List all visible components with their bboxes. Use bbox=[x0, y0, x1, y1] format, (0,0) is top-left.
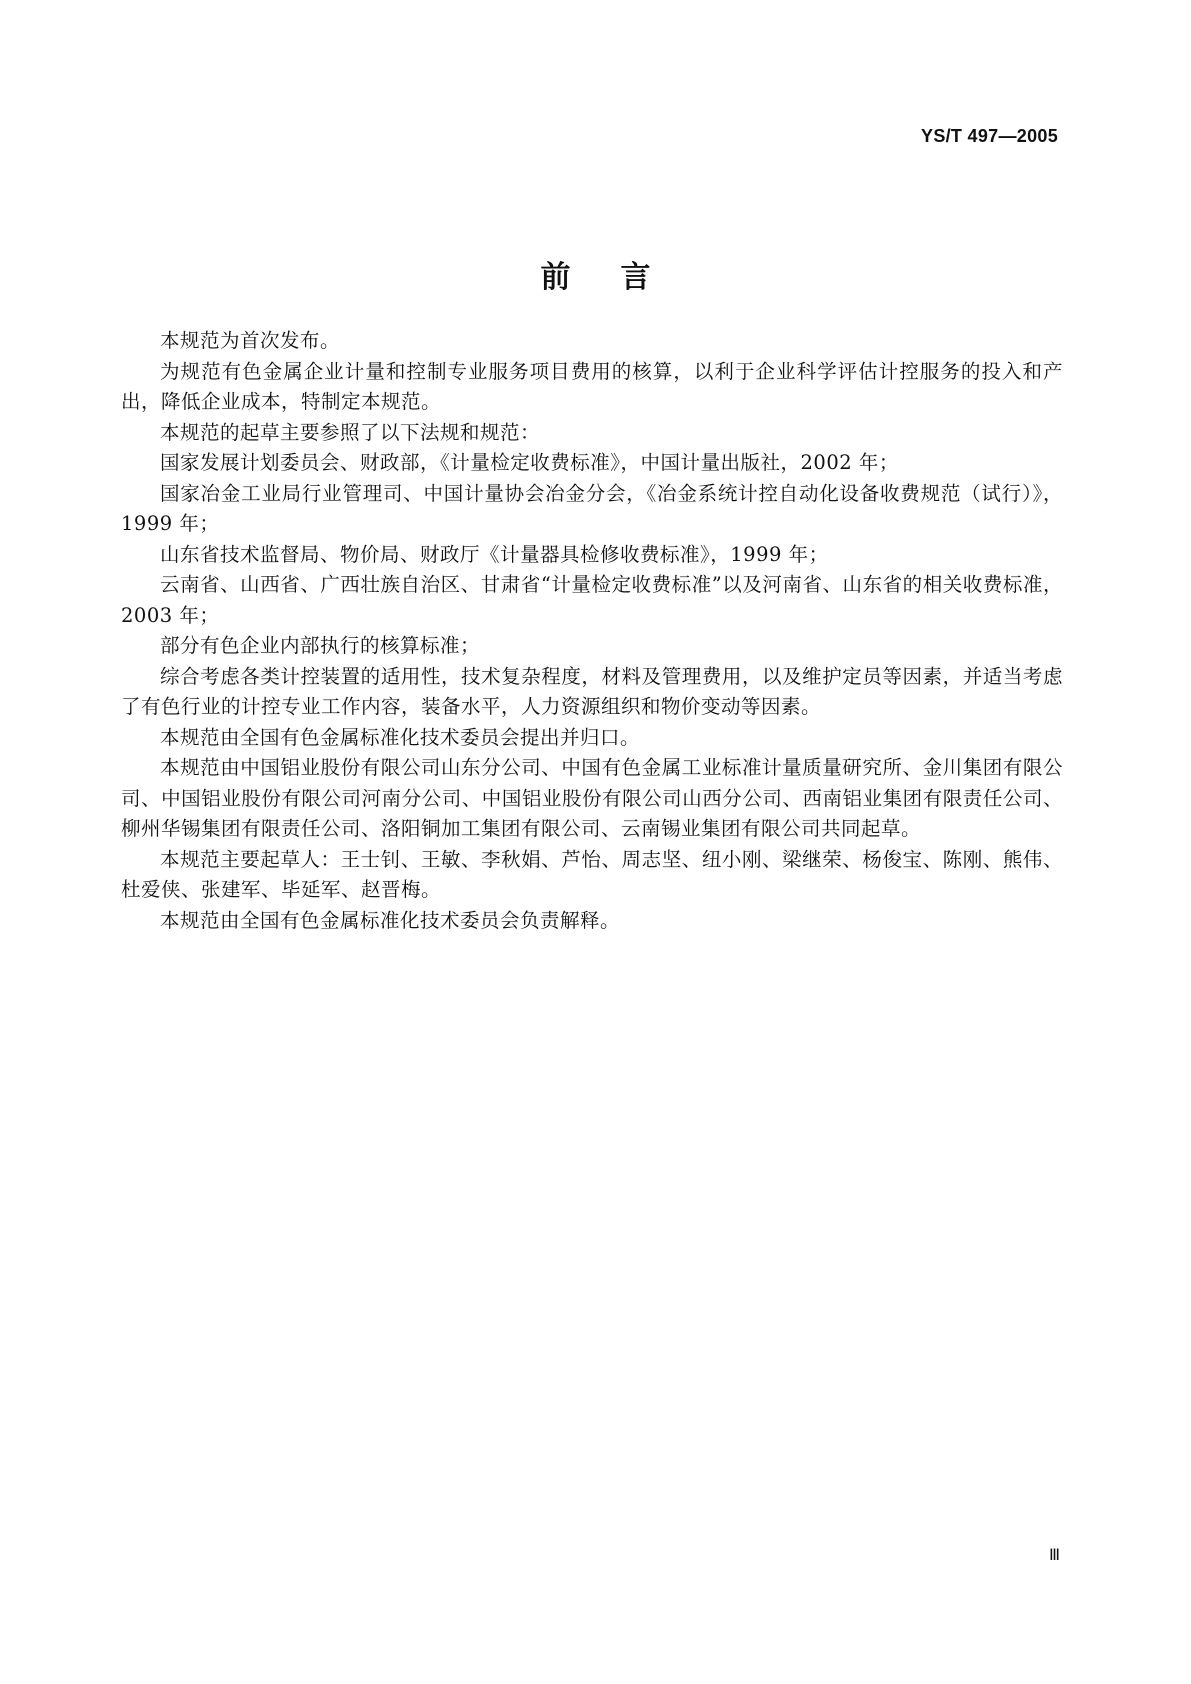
paragraph-drafters: 本规范主要起草人：王士钊、王敏、李秋娟、芦怡、周志坚、纽小刚、梁继荣、杨俊宝、陈刚、熊伟、杜爱侠、张建军、毕延军、赵晋梅。 bbox=[121, 847, 1063, 901]
paragraph-first-release: 本规范为首次发布。 bbox=[160, 329, 341, 352]
paragraph-reference-2: 国家冶金工业局行业管理司、中国计量协会冶金分会，《冶金系统计控自动化设备收费规范（试行）》，1999 年； bbox=[121, 481, 1063, 535]
paragraph-reference-1: 国家发展计划委员会、财政部，《计量检定收费标准》，中国计量出版社，2002 年； bbox=[160, 451, 899, 474]
paragraph-references-intro: 本规范的起草主要参照了以下法规和规范： bbox=[160, 420, 541, 444]
paragraph-drafting-units: 本规范由中国铝业股份有限公司山东分公司、中国有色金属工业标准计量质量研究所、金川集团有限公司、中国铝业股份有限公司河南分公司、中国铝业股份有限公司山西分公司、西南铝业集团有限责任公司、柳州华锡集团有限责任公司、洛阳铜加工集团有限公司、云南锡业集团有限公司共同起草。 bbox=[121, 756, 1063, 840]
page-number: Ⅲ bbox=[1048, 1547, 1060, 1564]
page-title: 前言 bbox=[540, 260, 701, 296]
paragraph-reference-3: 山东省技术监督局、物价局、财政厅《计量器具检修收费标准》，1999 年； bbox=[160, 542, 829, 566]
paragraph-interpretation: 本规范由全国有色金属标准化技术委员会负责解释。 bbox=[160, 908, 621, 932]
paragraph-reference-4: 云南省、山西省、广西壮族自治区、甘肃省“计量检定收费标准”以及河南省、山东省的相关收费标准，2003 年； bbox=[121, 573, 1063, 627]
paragraph-reference-5: 部分有色企业内部执行的核算标准； bbox=[160, 634, 481, 657]
paragraph-proposed-by: 本规范由全国有色金属标准化技术委员会提出并归口。 bbox=[160, 725, 641, 749]
document-body bbox=[121, 326, 1063, 936]
standard-number: YS/T 497—2005 bbox=[921, 126, 1058, 146]
paragraph-considerations: 综合考虑各类计控装置的适用性，技术复杂程度，材料及管理费用，以及维护定员等因素，并适当考虑了有色行业的计控专业工作内容，装备水平，人力资源组织和物价变动等因素。 bbox=[121, 664, 1063, 718]
paragraph-purpose: 为规范有色金属企业计量和控制专业服务项目费用的核算，以利于企业科学评估计控服务的投入和产出，降低企业成本，特制定本规范。 bbox=[121, 359, 1063, 413]
